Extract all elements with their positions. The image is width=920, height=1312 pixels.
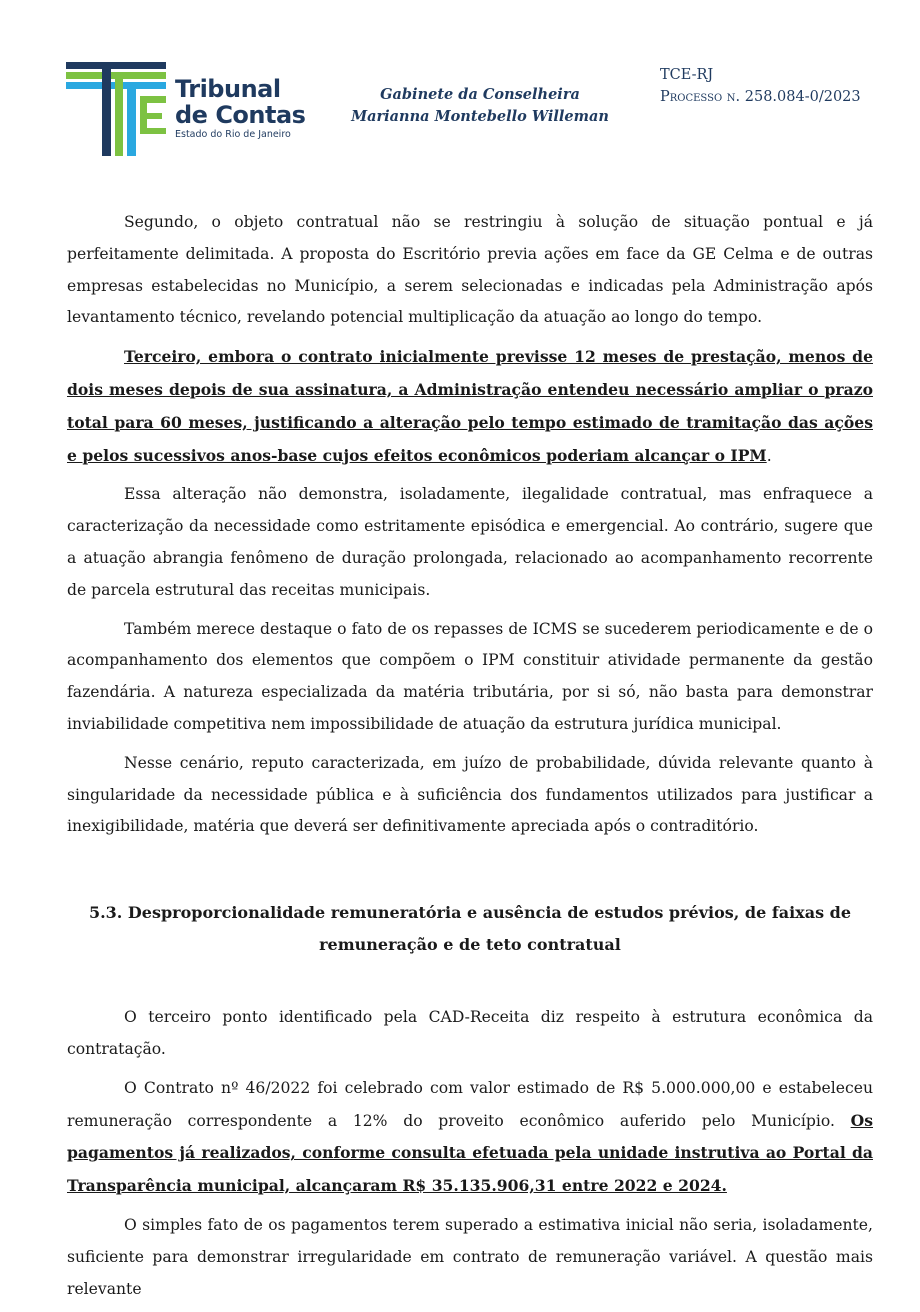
cabinet-line-2: Marianna Montebello Willeman bbox=[351, 108, 609, 125]
document-header bbox=[0, 0, 920, 170]
paragraph-6: O terceiro ponto identificado pela CAD-Receita diz respeito à estrutura econômica da contratação. bbox=[67, 1008, 873, 1058]
paragraph-7 bbox=[67, 1073, 873, 1203]
cabinet-name bbox=[340, 84, 620, 128]
paragraph-1: Segundo, o objeto contratual não se restringiu à solução de situação pontual e já perfeitamente delimitada. A proposta do Escritório previa ações em face da GE Celma e de outras empresas estabelecidas no Município, a serem selecionadas e indicadas pela Administração após levantamento técnico, revelando potencial multiplicação da atuação ao longo do tempo. bbox=[67, 213, 873, 327]
logo-line-1: Tribunal bbox=[175, 75, 281, 103]
paragraph-2 bbox=[67, 341, 873, 472]
document-body bbox=[67, 207, 873, 1312]
org-code: TCE-RJ bbox=[660, 67, 714, 83]
section-title-line-1: 5.3. Desproporcionalidade remuneratória e ausência de estudos prévios, de faixas de bbox=[88, 903, 852, 923]
process-info bbox=[660, 64, 861, 108]
paragraph-2-emphasis: Terceiro, embora o contrato inicialmente previsse 12 meses de prestação, menos de dois meses depois de sua assinatura, a Administração entendeu necessário ampliar o prazo total para 60 meses, justificando a alteração pelo tempo estimado de tramitação das ações e pelos sucessivos anos-base cujos efeitos econômicos poderiam alcançar o IPM bbox=[67, 347, 873, 465]
cabinet-line-1: Gabinete da Conselheira bbox=[380, 86, 580, 103]
paragraph-7-text: O Contrato nº 46/2022 foi celebrado com valor estimado de R$ 5.000.000,00 e estabeleceu remuneração correspondente a 12% do proveito econômico auferido pelo Município. bbox=[67, 1078, 873, 1130]
process-prefix: Processo n. bbox=[660, 89, 741, 105]
section-title-line-2: remuneração e de teto contratual bbox=[319, 934, 621, 954]
paragraph-4: Também merece destaque o fato de os repasses de ICMS se sucederem periodicamente e de o acompanhamento dos elementos que compõem o IPM constituir atividade permanente da gestão fazendária. A natureza especializada da matéria tributária, por si só, não basta para demonstrar inviabilidade competitiva nem impossibilidade de atuação da estrutura jurídica municipal. bbox=[67, 619, 873, 733]
section-title bbox=[67, 897, 873, 960]
logo-subtitle: Estado do Rio de Janeiro bbox=[175, 129, 291, 140]
process-number: 258.084-0/2023 bbox=[744, 89, 861, 105]
logo-wordmark bbox=[175, 76, 305, 140]
paragraph-5: Nesse cenário, reputo caracterizada, em juízo de probabilidade, dúvida relevante quanto à singularidade da necessidade pública e à suficiência dos fundamentos utilizados para justificar a inexigibilidade, matéria que deverá ser definitivamente apreciada após o contraditório. bbox=[67, 753, 873, 836]
paragraph-8: O simples fato de os pagamentos terem superado a estimativa inicial não seria, isoladamente, suficiente para demonstrar irregularidade em contrato de remuneração variável. A questão mais relevante bbox=[67, 1215, 873, 1298]
paragraph-3: Essa alteração não demonstra, isoladamente, ilegalidade contratual, mas enfraquece a caracterização da necessidade como estritamente episódica e emergencial. Ao contrário, sugere que a atuação abrangia fenômeno de duração prolongada, relacionado ao acompanhamento recorrente de parcela estrutural das receitas municipais. bbox=[67, 485, 873, 599]
process-number-line bbox=[660, 86, 861, 108]
paragraph-7-emphasis: Os pagamentos já realizados, conforme consulta efetuada pela unidade instrutiva ao Portal da Transparência municipal, alcançaram R$ 35.135.906,31 entre 2022 e 2024. bbox=[67, 1110, 873, 1196]
tce-logo bbox=[66, 62, 171, 156]
logo-line-2: de Contas bbox=[175, 101, 306, 129]
paragraph-2-tail: . bbox=[766, 446, 772, 465]
